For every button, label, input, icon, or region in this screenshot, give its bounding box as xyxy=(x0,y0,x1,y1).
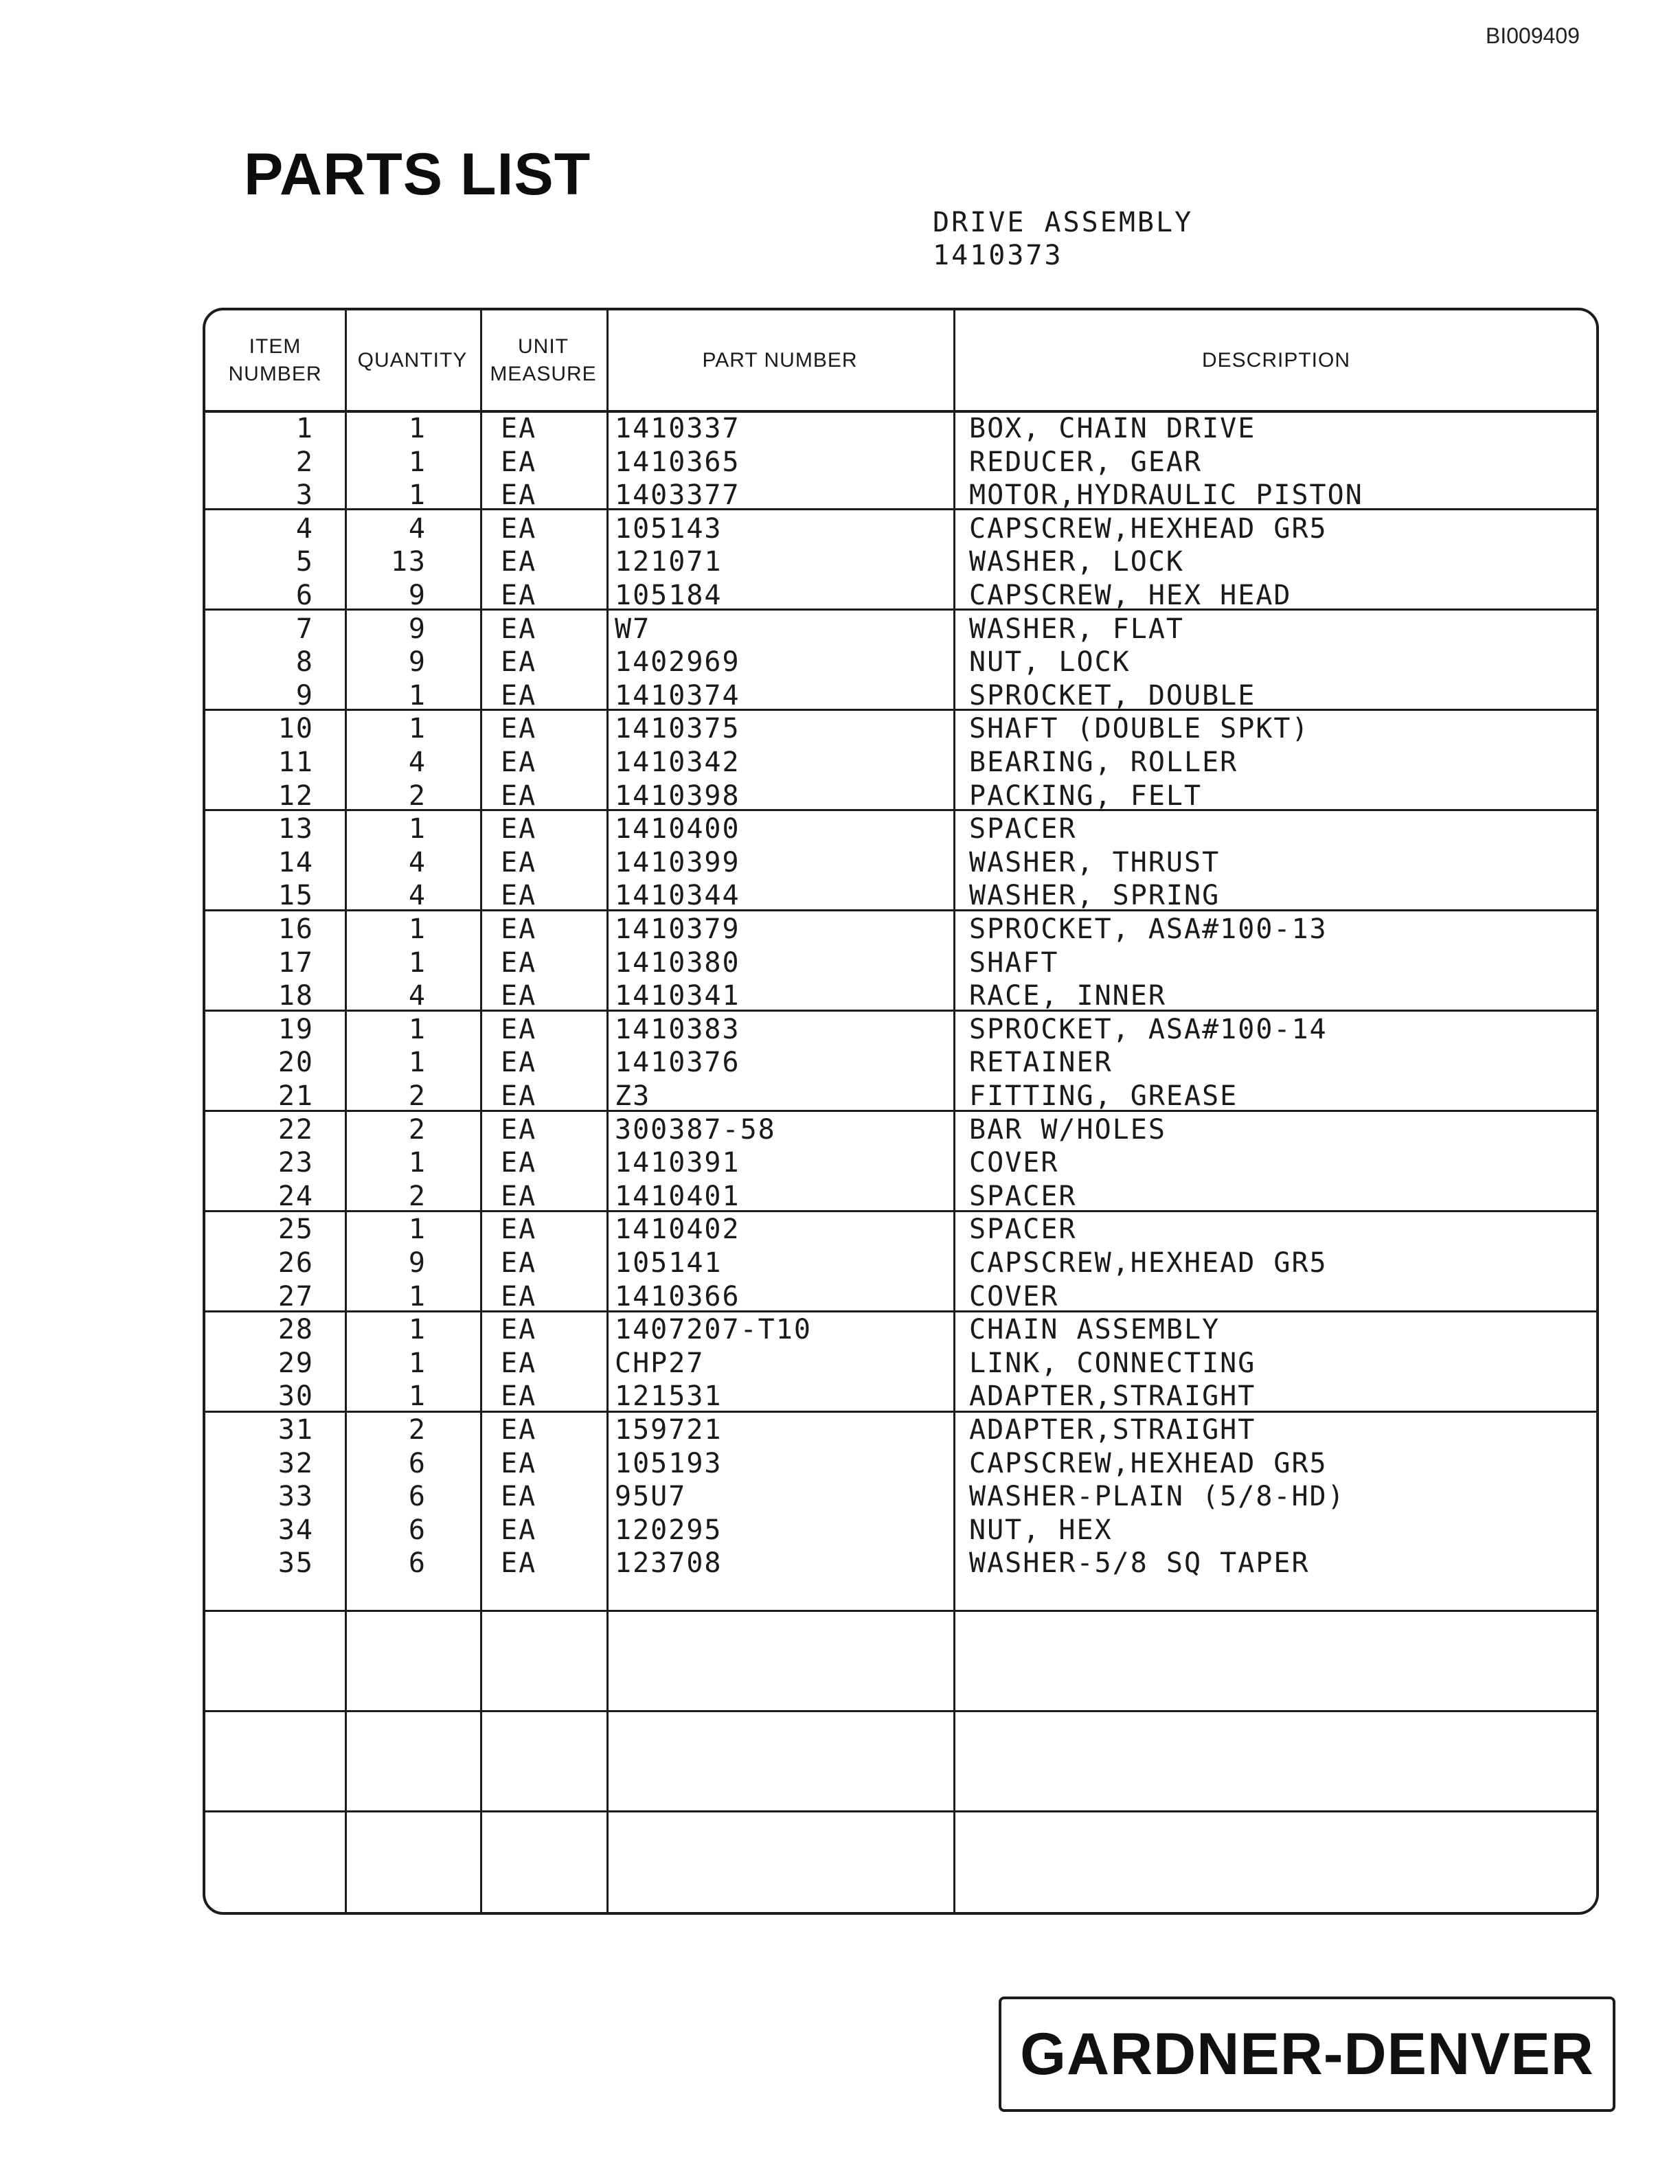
cell-unit: EA xyxy=(501,1147,537,1179)
cell-item: 23 xyxy=(277,1147,314,1179)
cell-unit: EA xyxy=(501,1547,537,1580)
cell-qty: 4 xyxy=(408,512,427,545)
cell-desc: SHAFT (DOUBLE SPKT) xyxy=(969,713,1310,745)
cell-unit: EA xyxy=(501,846,537,878)
cell-item: 15 xyxy=(277,880,314,912)
cell-unit: EA xyxy=(501,1080,537,1112)
cell-item: 27 xyxy=(277,1280,314,1312)
cell-desc: CAPSCREW,HEXHEAD GR5 xyxy=(969,1447,1328,1479)
cell-unit: EA xyxy=(501,1247,537,1279)
table-row xyxy=(205,1347,1596,1380)
table-row xyxy=(205,1280,1596,1314)
cell-qty: 6 xyxy=(408,1447,427,1479)
header-unit-measure xyxy=(480,310,606,410)
cell-desc: BEARING, ROLLER xyxy=(969,747,1238,778)
cell-item: 29 xyxy=(277,1347,314,1379)
table-row xyxy=(205,1413,1596,1447)
table-row xyxy=(205,512,1596,546)
cell-desc: ADAPTER,STRAIGHT xyxy=(969,1380,1256,1413)
cell-item: 19 xyxy=(277,1013,314,1045)
group-divider xyxy=(205,1810,1596,1812)
cell-item: 25 xyxy=(277,1214,314,1246)
cell-unit: EA xyxy=(501,1214,537,1246)
cell-item: 6 xyxy=(295,580,314,611)
cell-qty: 1 xyxy=(408,913,427,945)
assembly-name: DRIVE ASSEMBLY xyxy=(933,207,1194,238)
table-row xyxy=(205,812,1596,846)
table-row xyxy=(205,1313,1596,1347)
table-row xyxy=(205,1180,1596,1214)
cell-qty: 1 xyxy=(408,1280,427,1312)
cell-part: 1410341 xyxy=(615,980,740,1012)
cell-unit: EA xyxy=(501,980,537,1012)
cell-part: 1410365 xyxy=(615,446,740,478)
cell-part: 1410342 xyxy=(615,747,740,778)
cell-desc: MOTOR,HYDRAULIC PISTON xyxy=(969,479,1363,512)
cell-unit: EA xyxy=(501,1514,537,1546)
cell-part: 95U7 xyxy=(615,1481,687,1513)
cell-desc: REDUCER, GEAR xyxy=(969,446,1203,478)
header-part-label: PART NUMBER xyxy=(702,348,858,372)
cell-unit: EA xyxy=(501,613,537,645)
cell-desc: CAPSCREW,HEXHEAD GR5 xyxy=(969,512,1328,545)
cell-part: 121531 xyxy=(615,1380,723,1413)
cell-qty: 2 xyxy=(408,1113,427,1146)
cell-part: 120295 xyxy=(615,1514,723,1546)
table-row xyxy=(205,579,1596,613)
cell-desc: SPROCKET, ASA#100-13 xyxy=(969,913,1328,945)
cell-item: 5 xyxy=(295,546,314,578)
cell-part: CHP27 xyxy=(615,1347,705,1379)
cell-unit: EA xyxy=(501,546,537,578)
cell-part: 1410375 xyxy=(615,713,740,745)
cell-part: 1410398 xyxy=(615,780,740,812)
cell-part: 123708 xyxy=(615,1547,723,1580)
cell-qty: 4 xyxy=(408,880,427,912)
cell-desc: RACE, INNER xyxy=(969,980,1166,1012)
group-divider xyxy=(205,1610,1596,1612)
table-row xyxy=(205,446,1596,479)
cell-qty: 1 xyxy=(408,946,427,979)
table-row xyxy=(205,1213,1596,1247)
cell-unit: EA xyxy=(501,1280,537,1312)
cell-qty: 6 xyxy=(408,1547,427,1580)
cell-part: Z3 xyxy=(615,1080,651,1112)
cell-desc: NUT, HEX xyxy=(969,1514,1113,1546)
company-logo xyxy=(999,1997,1615,2112)
cell-qty: 9 xyxy=(408,580,427,611)
cell-part: 1410399 xyxy=(615,846,740,878)
cell-desc: SPACER xyxy=(969,1214,1077,1246)
cell-item: 20 xyxy=(277,1047,314,1079)
cell-unit: EA xyxy=(501,1314,537,1346)
header-item-line1: ITEM xyxy=(249,334,302,358)
cell-qty: 6 xyxy=(408,1514,427,1546)
cell-item: 22 xyxy=(277,1113,314,1146)
cell-desc: LINK, CONNECTING xyxy=(969,1347,1256,1379)
cell-qty: 1 xyxy=(408,413,427,444)
cell-item: 17 xyxy=(277,946,314,979)
cell-item: 10 xyxy=(277,713,314,745)
cell-part: W7 xyxy=(615,613,651,645)
cell-item: 4 xyxy=(295,512,314,545)
cell-qty: 1 xyxy=(408,479,427,512)
cell-qty: 2 xyxy=(408,1080,427,1112)
cell-desc: CAPSCREW,HEXHEAD GR5 xyxy=(969,1247,1328,1279)
cell-part: 1410344 xyxy=(615,880,740,912)
cell-desc: PACKING, FELT xyxy=(969,780,1203,812)
cell-item: 28 xyxy=(277,1314,314,1346)
header-item-number xyxy=(205,310,345,410)
cell-qty: 9 xyxy=(408,613,427,645)
cell-unit: EA xyxy=(501,1481,537,1513)
cell-item: 8 xyxy=(295,646,314,679)
cell-part: 1410374 xyxy=(615,679,740,712)
table-row xyxy=(205,846,1596,880)
table-row xyxy=(205,1113,1596,1147)
cell-item: 3 xyxy=(295,479,314,512)
cell-item: 32 xyxy=(277,1447,314,1479)
cell-part: 105141 xyxy=(615,1247,723,1279)
table-row xyxy=(205,780,1596,813)
cell-qty: 1 xyxy=(408,1214,427,1246)
cell-part: 1410379 xyxy=(615,913,740,945)
cell-desc: WASHER-PLAIN (5/8-HD) xyxy=(969,1481,1346,1513)
cell-desc: RETAINER xyxy=(969,1047,1113,1079)
cell-desc: CAPSCREW, HEX HEAD xyxy=(969,580,1292,611)
cell-item: 14 xyxy=(277,846,314,878)
cell-desc: NUT, LOCK xyxy=(969,646,1131,679)
header-description-label: DESCRIPTION xyxy=(1201,348,1351,372)
table-row xyxy=(205,946,1596,980)
cell-item: 13 xyxy=(277,813,314,845)
cell-part: 1410401 xyxy=(615,1180,740,1212)
cell-unit: EA xyxy=(501,1447,537,1479)
cell-item: 16 xyxy=(277,913,314,945)
cell-part: 105193 xyxy=(615,1447,723,1479)
table-row xyxy=(205,1046,1596,1080)
table-row xyxy=(205,1146,1596,1180)
cell-unit: EA xyxy=(501,580,537,611)
cell-part: 105143 xyxy=(615,512,723,545)
cell-qty: 9 xyxy=(408,646,427,679)
cell-item: 18 xyxy=(277,980,314,1012)
cell-item: 35 xyxy=(277,1547,314,1580)
cell-unit: EA xyxy=(501,1113,537,1146)
cell-desc: BOX, CHAIN DRIVE xyxy=(969,413,1256,444)
cell-part: 1410376 xyxy=(615,1047,740,1079)
cell-qty: 1 xyxy=(408,1013,427,1045)
cell-desc: WASHER, SPRING xyxy=(969,880,1221,912)
assembly-header xyxy=(933,206,1193,272)
cell-unit: EA xyxy=(501,1380,537,1413)
cell-part: 1403377 xyxy=(615,479,740,512)
cell-part: 1410383 xyxy=(615,1013,740,1045)
cell-part: 105184 xyxy=(615,580,723,611)
cell-item: 26 xyxy=(277,1247,314,1279)
cell-item: 2 xyxy=(295,446,314,478)
cell-desc: WASHER, THRUST xyxy=(969,846,1221,878)
cell-desc: COVER xyxy=(969,1280,1059,1312)
header-quantity-label: QUANTITY xyxy=(357,348,468,372)
cell-desc: CHAIN ASSEMBLY xyxy=(969,1314,1221,1346)
cell-item: 12 xyxy=(277,780,314,812)
cell-desc: WASHER-5/8 SQ TAPER xyxy=(969,1547,1310,1580)
table-row xyxy=(205,613,1596,646)
table-row xyxy=(205,1013,1596,1047)
cell-unit: EA xyxy=(501,1347,537,1379)
header-description xyxy=(953,310,1599,410)
cell-desc: WASHER, FLAT xyxy=(969,613,1184,645)
cell-qty: 1 xyxy=(408,1347,427,1379)
cell-desc: SPROCKET, ASA#100-14 xyxy=(969,1013,1328,1045)
cell-unit: EA xyxy=(501,479,537,512)
table-row xyxy=(205,1247,1596,1280)
cell-desc: FITTING, GREASE xyxy=(969,1080,1238,1112)
group-divider xyxy=(205,1710,1596,1712)
assembly-number: 1410373 xyxy=(933,240,1063,271)
cell-unit: EA xyxy=(501,1047,537,1079)
cell-part: 1410402 xyxy=(615,1214,740,1246)
cell-unit: EA xyxy=(501,913,537,945)
header-item-line2: NUMBER xyxy=(228,362,322,385)
cell-qty: 1 xyxy=(408,1380,427,1413)
cell-qty: 1 xyxy=(408,1314,427,1346)
cell-unit: EA xyxy=(501,780,537,812)
cell-qty: 13 xyxy=(390,546,427,578)
cell-desc: ADAPTER,STRAIGHT xyxy=(969,1414,1256,1446)
cell-qty: 2 xyxy=(408,780,427,812)
cell-part: 300387-58 xyxy=(615,1113,776,1146)
cell-qty: 9 xyxy=(408,1247,427,1279)
cell-desc: WASHER, LOCK xyxy=(969,546,1184,578)
cell-unit: EA xyxy=(501,813,537,845)
table-row xyxy=(205,746,1596,780)
cell-item: 11 xyxy=(277,747,314,778)
cell-qty: 1 xyxy=(408,813,427,845)
cell-part: 1410380 xyxy=(615,946,740,979)
cell-desc: SPROCKET, DOUBLE xyxy=(969,679,1256,712)
cell-qty: 1 xyxy=(408,679,427,712)
cell-item: 31 xyxy=(277,1414,314,1446)
table-row xyxy=(205,479,1596,512)
cell-qty: 1 xyxy=(408,713,427,745)
header-unit-line2: MEASURE xyxy=(490,362,597,385)
cell-item: 1 xyxy=(295,413,314,444)
parts-table xyxy=(203,308,1599,1915)
cell-part: 1410391 xyxy=(615,1147,740,1179)
cell-qty: 1 xyxy=(408,1147,427,1179)
cell-item: 34 xyxy=(277,1514,314,1546)
table-row xyxy=(205,1514,1596,1547)
table-row xyxy=(205,879,1596,913)
table-row xyxy=(205,646,1596,679)
table-row xyxy=(205,1080,1596,1113)
cell-qty: 2 xyxy=(408,1414,427,1446)
cell-item: 24 xyxy=(277,1180,314,1212)
cell-desc: SPACER xyxy=(969,1180,1077,1212)
cell-desc: COVER xyxy=(969,1147,1059,1179)
cell-unit: EA xyxy=(501,1414,537,1446)
cell-unit: EA xyxy=(501,713,537,745)
cell-item: 33 xyxy=(277,1481,314,1513)
header-part-number xyxy=(606,310,953,410)
cell-unit: EA xyxy=(501,512,537,545)
cell-qty: 6 xyxy=(408,1481,427,1513)
cell-qty: 4 xyxy=(408,980,427,1012)
cell-qty: 2 xyxy=(408,1180,427,1212)
cell-part: 159721 xyxy=(615,1414,723,1446)
cell-part: 1407207-T10 xyxy=(615,1314,812,1346)
header-unit-line1: UNIT xyxy=(518,334,569,358)
table-row xyxy=(205,679,1596,713)
cell-unit: EA xyxy=(501,747,537,778)
cell-unit: EA xyxy=(501,679,537,712)
cell-desc: SHAFT xyxy=(969,946,1059,979)
cell-part: 1410366 xyxy=(615,1280,740,1312)
cell-qty: 1 xyxy=(408,446,427,478)
cell-unit: EA xyxy=(501,446,537,478)
table-row xyxy=(205,979,1596,1013)
cell-qty: 4 xyxy=(408,747,427,778)
cell-part: 1410400 xyxy=(615,813,740,845)
table-row xyxy=(205,1547,1596,1580)
cell-unit: EA xyxy=(501,880,537,912)
cell-unit: EA xyxy=(501,1013,537,1045)
header-quantity xyxy=(345,310,480,410)
cell-unit: EA xyxy=(501,1180,537,1212)
cell-qty: 1 xyxy=(408,1047,427,1079)
cell-item: 30 xyxy=(277,1380,314,1413)
table-row xyxy=(205,913,1596,946)
cell-part: 1410337 xyxy=(615,413,740,444)
cell-part: 1402969 xyxy=(615,646,740,679)
logo-text: GARDNER-DENVER xyxy=(1020,2021,1594,2087)
table-row xyxy=(205,712,1596,746)
cell-item: 7 xyxy=(295,613,314,645)
table-row xyxy=(205,1480,1596,1514)
document-id: BI009409 xyxy=(1485,23,1580,48)
table-row xyxy=(205,545,1596,579)
cell-item: 21 xyxy=(277,1080,314,1112)
table-row xyxy=(205,1447,1596,1481)
cell-desc: BAR W/HOLES xyxy=(969,1113,1166,1146)
cell-unit: EA xyxy=(501,413,537,444)
cell-item: 9 xyxy=(295,679,314,712)
cell-desc: SPACER xyxy=(969,813,1077,845)
cell-unit: EA xyxy=(501,946,537,979)
cell-qty: 4 xyxy=(408,846,427,878)
page-title: PARTS LIST xyxy=(244,141,591,207)
table-row xyxy=(205,412,1596,446)
table-row xyxy=(205,1380,1596,1413)
cell-unit: EA xyxy=(501,646,537,679)
cell-part: 121071 xyxy=(615,546,723,578)
